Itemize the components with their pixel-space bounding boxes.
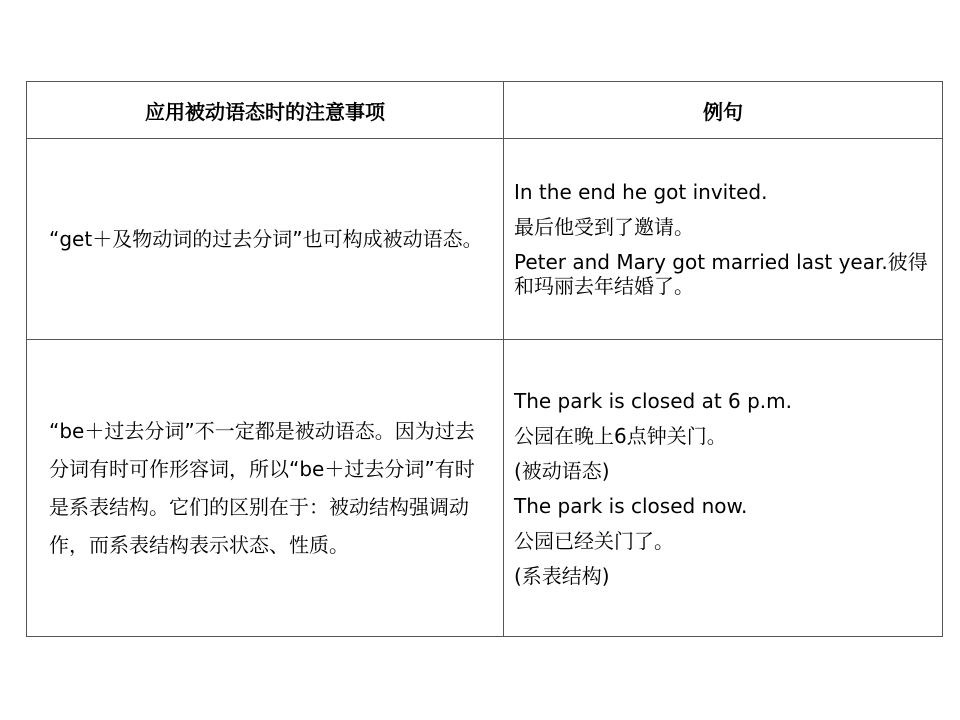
example-line: 最后他受到了邀请。 [514, 215, 694, 239]
example-line: 公园在晚上6点钟关门。 [514, 423, 727, 448]
table-header-row [27, 82, 943, 139]
grammar-table [26, 81, 943, 637]
example-line: In the end he got invited. [514, 180, 768, 204]
examples-cell [504, 139, 943, 340]
examples-cell [504, 340, 943, 637]
header-examples: 例句 [504, 82, 943, 139]
table-row [27, 340, 943, 637]
example-line: The park is closed at 6 p.m. [514, 388, 792, 413]
note-text: “be＋过去分词”不一定都是被动语态。因为过去分词有时可作形容词，所以“be＋过去分词”有时是系表结构。它们的区别在于：被动结构强调动作，而系表结构表示状态、性质。 [49, 419, 475, 557]
example-line: (被动语态) [514, 458, 610, 483]
note-text: “get＋及物动词的过去分词”也可构成被动语态。 [49, 227, 483, 251]
example-line: 公园已经关门了。 [514, 528, 674, 553]
example-line: The park is closed now. [514, 493, 748, 518]
example-line: Peter and Mary got married last year.彼得和玛丽去年结婚了。 [514, 250, 928, 298]
header-notes: 应用被动语态时的注意事项 [27, 82, 504, 139]
note-cell [27, 139, 504, 340]
note-cell [27, 340, 504, 637]
table-row [27, 139, 943, 340]
example-line: (系表结构) [514, 563, 610, 588]
